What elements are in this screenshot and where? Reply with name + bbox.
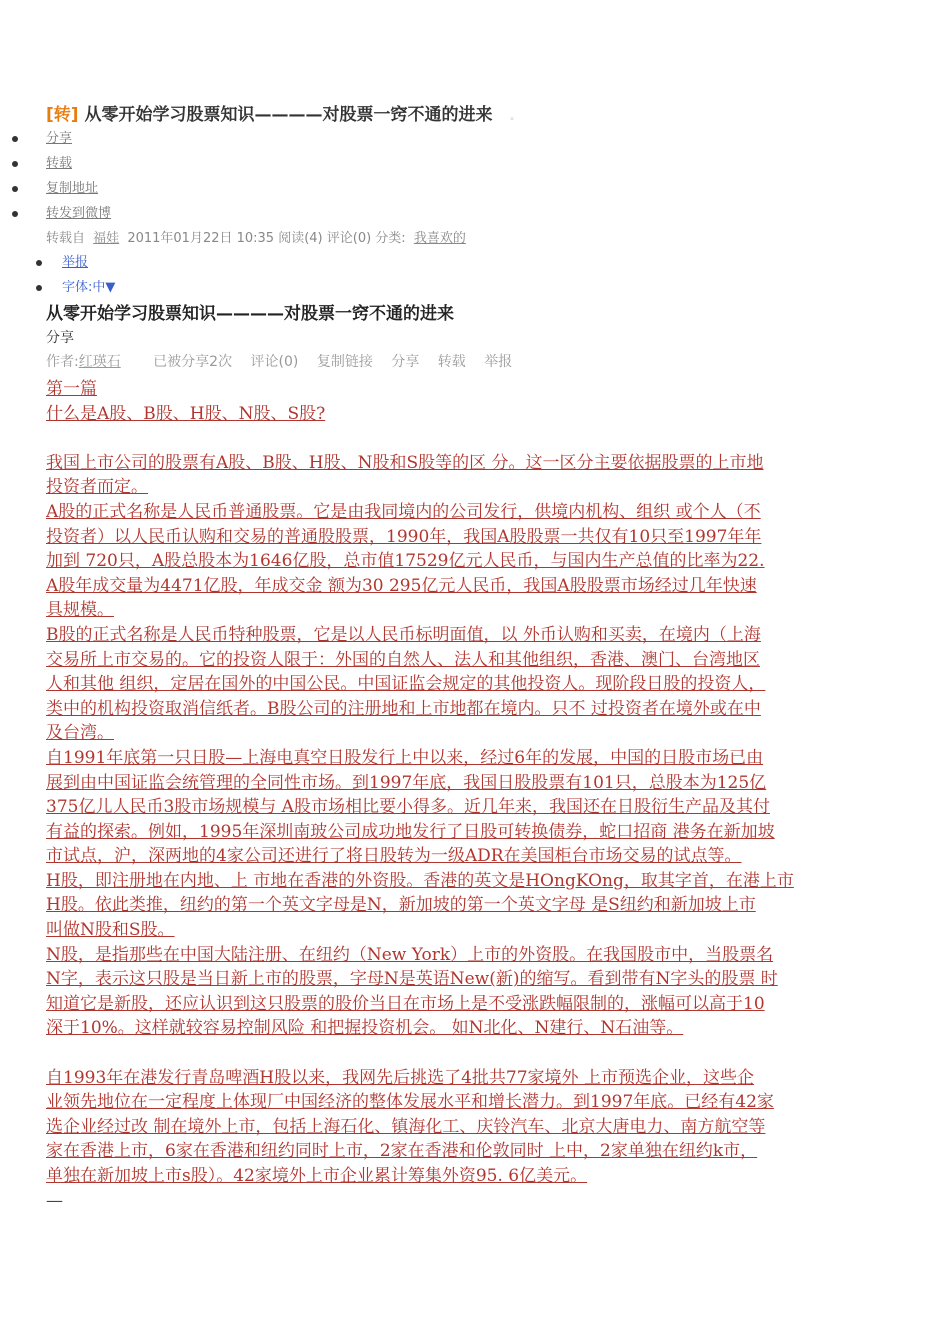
body-line-text: 市试点，沪，深两地的4家公司还进行了将日股转为一级ADR在美国柜台市场交易的试点等。 [46, 846, 742, 867]
share-link[interactable]: 分享 [46, 131, 73, 146]
author-link[interactable]: 红瑛石 [78, 354, 121, 370]
body-line-text: N股，是指那些在中国大陆注册、在纽约（New York）上市的外资股。在我国股市中，当股票名 [46, 944, 774, 965]
body-line [46, 820, 950, 845]
body-line-text: A股年成交量为4471亿股，年成交金 额为30 295亿元人民币，我国A股股票市场经过几年快速 [46, 575, 757, 596]
copy-link-button[interactable]: 复制链接 [316, 354, 373, 370]
body-line [46, 402, 950, 427]
body-line-text: 自1991年底第一只日股—上海电真空日股发行上中以来，经过6年的发展，中国的日股市场已由 [46, 747, 764, 768]
article-meta [46, 351, 526, 371]
body-line-text: 展到由中国证监会统管理的全同性市场。到1997年底，我国日股股票有101只，总股本为125亿 [46, 772, 767, 793]
font-size-select[interactable]: 字体:中▼ [62, 280, 116, 295]
bullet-icon [12, 211, 18, 217]
body-line-text: 深于10%。这样就较容易控制风险 和把握投资机会。 如N北化、N建行、N石油等。 [46, 1018, 684, 1039]
body-line [46, 475, 950, 500]
bullet-icon [12, 186, 18, 192]
title-dot: 。 [510, 111, 520, 122]
body-line [46, 1066, 950, 1091]
body-line-text: N字，表示这只股是当日新上市的股票，字母N是英语New(新)的缩写。看到带有N字头的股票 时 [46, 969, 778, 990]
repost-link[interactable]: 转载 [46, 156, 73, 171]
body-line-text: H股。依此类推，纽约的第一个英文字母是N，新加坡的第一个英文字母 是S纽约和新加坡上市 [46, 895, 756, 916]
body-line-text: 加到 720只，A股总股本为1646亿股，总市值17529亿元人民币，与国内生产总值的比率为22. [46, 551, 765, 572]
body-line [46, 967, 950, 992]
body-line [46, 795, 950, 820]
body-line [46, 771, 950, 796]
body-line [46, 525, 950, 550]
body-line [46, 844, 950, 869]
body-line [46, 549, 950, 574]
body-line-text: 类中的机构投资取消信纸者。B股公司的注册地和上市地都在境内。只不 过投资者在境外或在中 [46, 698, 761, 719]
body-line [46, 672, 950, 697]
body-line [46, 893, 950, 918]
body-line-text: 我国上市公司的股票有A股、B股、H股、N股和S股等的区 分。这一区分主要依据股票的上市地 [46, 452, 764, 473]
report-link[interactable]: 举报 [62, 255, 89, 270]
body-line-text: 投资者而定。 [46, 477, 148, 498]
body-line-text: 叫做N股和S股。 [46, 920, 175, 941]
blank-line [46, 1041, 950, 1066]
body-line-text: 家在香港上市，6家在香港和纽约同时上市，2家在香港和伦敦同时 上中，2家单独在纽约k市， [46, 1141, 758, 1162]
body-line [46, 574, 950, 599]
body-line-text: 投资者）以人民币认购和交易的普通股股票，1990年，我国A股股票一共仅有10只至1997年年 [46, 526, 762, 547]
body-line [46, 746, 950, 771]
meta-prefix: 转载自 [46, 231, 86, 246]
body-line [46, 992, 950, 1017]
body-line [46, 1164, 950, 1189]
body-line [46, 1115, 950, 1140]
body-line-text: 第一篇 [46, 379, 97, 399]
repost-tag: [转] [46, 105, 79, 125]
article-share-label[interactable]: 分享 [46, 330, 74, 346]
body-line [46, 500, 950, 525]
body-line [46, 918, 950, 943]
body-line-text: 有益的探索。例如，1995年深圳南玻公司成功地发行了日股可转换债券，蛇口招商 港务在新加坡 [46, 821, 775, 842]
category-link[interactable]: 我喜欢的 [413, 231, 466, 246]
page-title [46, 100, 519, 125]
body-line-text: 具规模。 [46, 600, 114, 621]
body-line-text: 自1993年在港发行青岛啤酒H股以来，我网先后挑选了4批共77家境外 上市预选企业，这些企 [46, 1067, 754, 1088]
bullet-icon [12, 161, 18, 167]
body-line-text: 人和其他 组织，定居在国外的中国公民。中国证监会规定的其他投资人。现阶段日股的投资人， [46, 674, 766, 695]
body-line [46, 1139, 950, 1164]
bullet-icon [36, 260, 42, 266]
article-report-button[interactable]: 举报 [484, 354, 513, 370]
body-line-text: H股，即注册地在内地、上 市地在香港的外资股。香港的英文是HOngKOng，取其字首，在港上市 [46, 870, 794, 891]
body-line-text: 375亿儿人民币3股市场规模与 A股市场相比要小得多。近几年来，我国还在日股衍生产品及其付 [46, 797, 770, 818]
body-line [46, 598, 950, 623]
article-repost-button[interactable]: 转载 [437, 354, 466, 370]
article-share-button[interactable]: 分享 [391, 354, 420, 370]
body-line-text: 单独在新加坡上市s股）。42家境外上市企业累计筹集外资95. 6亿美元。 [46, 1166, 588, 1186]
post-meta [46, 227, 470, 246]
author-prefix: 作者: [46, 354, 79, 370]
bullet-icon [36, 285, 42, 291]
body-line [46, 721, 950, 746]
trailing-mark: — [46, 1190, 63, 1211]
body-line-text: 业领先地位在一定程度上体现厂中国经济的整体发展水平和增长潜力。到1997年底。已经有42家 [46, 1092, 774, 1113]
shared-count: 已被分享2次 [153, 354, 233, 370]
forward-weibo-link[interactable]: 转发到微博 [46, 206, 112, 221]
body-line [46, 1090, 950, 1115]
body-line [46, 869, 950, 894]
meta-datetime: 2011年01月22日 10:35 阅读(4) 评论(0) 分类: [127, 231, 406, 246]
page-title-text: 从零开始学习股票知识————对股票一窍不通的进来 [84, 105, 493, 125]
body-line [46, 1016, 950, 1041]
body-line-text: B股的正式名称是人民币特种股票，它是以人民币标明面值，以 外币认购和买卖，在境内（上海 [46, 624, 761, 645]
article-body [46, 377, 950, 1213]
body-line [46, 451, 950, 476]
body-line-text: 知道它是新股，还应认识到这只股票的股价当日在市场上是不受涨跌幅限制的，涨幅可以高于10 [46, 993, 765, 1014]
body-line [46, 648, 950, 673]
bullet-icon [12, 136, 18, 142]
article-title: 从零开始学习股票知识————对股票一窍不通的进来 [46, 304, 454, 324]
body-line [46, 943, 950, 968]
copy-address-link[interactable]: 复制地址 [46, 181, 99, 196]
body-line [46, 377, 950, 402]
comments-link[interactable]: 评论(0) [250, 354, 299, 370]
source-author-link[interactable]: 福娃 [93, 231, 120, 246]
body-line-text: 什么是A股、B股、H股、N股、S股? [46, 403, 326, 424]
body-line [46, 697, 950, 722]
body-line [46, 623, 950, 648]
body-line-text: 交易所上市交易的。它的投资人限于：外国的自然人、法人和其他组织，香港、澳门、台湾地区 [46, 649, 760, 670]
blank-line [46, 426, 950, 451]
body-line-text: 及台湾。 [46, 723, 114, 744]
body-line-text: A股的正式名称是人民币普通股票。它是由我同境内的公司发行，供境内机构、组织 或个人（不 [46, 501, 761, 522]
body-line-text: 选企业经过改 制在境外上市，包括上海石化、镇海化工、庆铃汽车、北京大唐电力、南方航空等 [46, 1116, 766, 1137]
